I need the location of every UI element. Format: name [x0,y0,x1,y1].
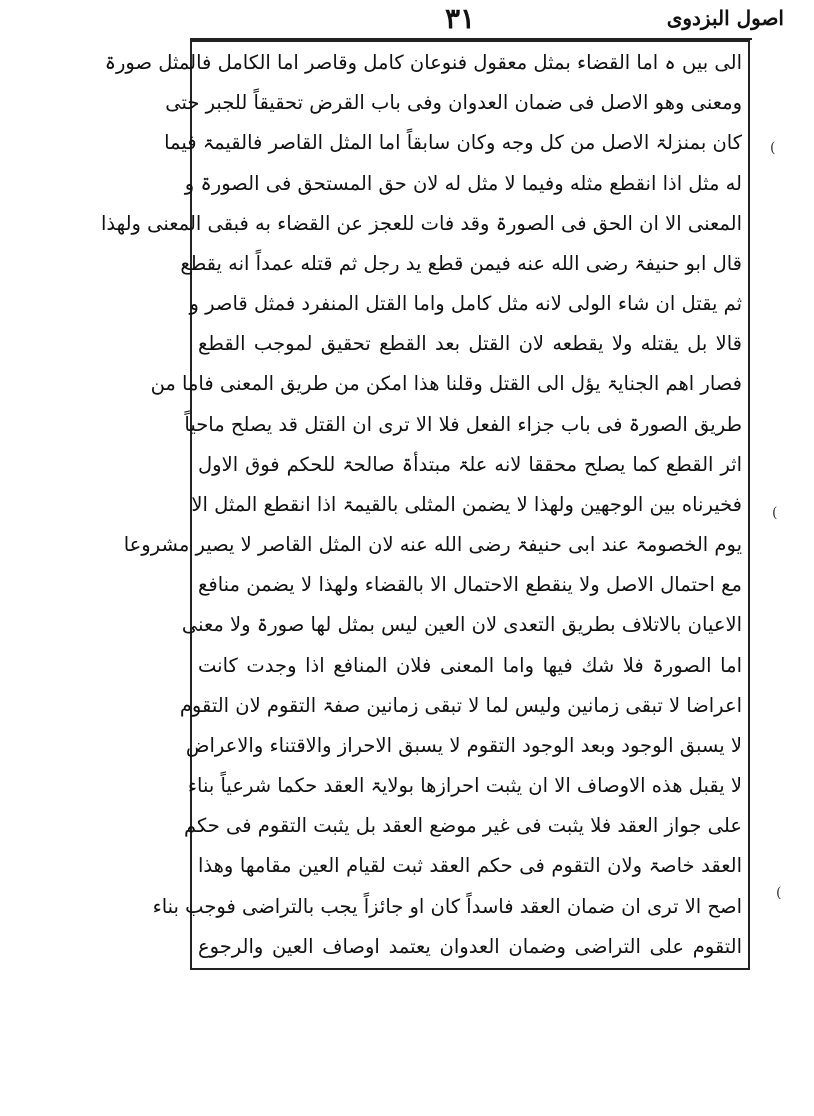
text-line: اصح الا تری ان ضمان العقد فاسداً کان او جائزاً یجب بالتراضی فوجب بناء [152,894,742,918]
text-line: اما الصورۃ فلا شك فیها واما المعنی فلان المنافع اذا وجدت کانت [198,653,742,677]
text-line: لا یقبل هذه الاوصاف الا ان یثبت احرازها بولایۃ العقد حکما شرعیاً بناء [187,774,742,798]
text-line: الی بیں ہ اما القضاء بمثل معقول فنوعان کامل وقاصر اما الکامل فالمثل صورۃ [104,51,742,74]
text-line: اثر القطع کما یصلح محققا لانه علۃ مبتدأۃ صالحۃ للحکم فوق الاول [198,452,742,476]
body-text [100,50,742,960]
text-line: ومعنی وهو الاصل فی ضمان العدوان وفی باب القرض تحقیقاً للجبر حتی [165,91,742,115]
text-line: العقد خاصۃ ولان التقوم فی حکم العقد ثبت لقیام العین مقامها وهذا [198,854,742,878]
margin-mark: ( [776,885,782,901]
text-line: المعنی الا ان الحق فی الصورۃ وقد فات للعجز عن القضاء به فبقی المعنی ولهذا [100,211,742,235]
text-line: الاعیان بالاتلاف بطریق التعدی لان العین لیس بمثل لها صورۃ ولا معنی [181,613,742,637]
text-line: قال ابو حنیفۃ رضی الله عنه فیمن قطع ید رجل ثم قتله عمداً انه یقطع [180,251,742,275]
running-title: اصول البزدوی [666,6,784,30]
text-line: طریق الصورۃ فی باب جزاء الفعل فلا الا تری ان القتل قد یصلح ماحیاً [184,412,742,436]
text-line: لا یسبق الوجود وبعد الوجود التقوم لا یسبق الاحراز والاقتناء والاعراض [185,733,742,757]
text-line: ثم یقتل ان شاء الولی لانه مثل کامل واما القتل المنفرد فمثل قاصر و [189,292,742,316]
text-line: فخیرناه بین الوجهین ولهذا لا یضمن المثلی بالقیمۃ اذا انقطع المثل الا [191,492,742,516]
margin-mark: ( [770,140,776,156]
text-line: یوم الخصومۃ عند ابی حنیفۃ رضی الله عنه لان المثل القاصر لا یصیر مشروعا [123,533,742,557]
page-number: ٣١ [445,2,476,35]
margin-mark: ( [772,505,778,521]
text-line: مع احتمال الاصل ولا ینقطع الاحتمال الا بالقضاء ولهذا لا یضمن منافع [198,573,742,597]
text-line: کان بمنزلۃ الاصل من کل وجه وکان سابقاً اما المثل القاصر فالقیمۃ فیما [164,131,742,155]
text-line: قالا بل یقتله ولا یقطعه لان القتل بعد القطع تحقیق لموجب القطع [198,332,742,356]
text-line: علی جواز العقد فلا یثبت فی غیر موضع العقد بل یثبت التقوم فی حکم [184,814,742,838]
text-line: اعراضا لا تبقی زمانین ولیس لما لا تبقی زمانین صفۃ التقوم لان التقوم [179,693,742,717]
text-line: له مثل اذا انقطع مثله وفیما لا مثل له لان حق المستحق فی الصورۃ و [184,171,742,195]
text-line: التقوم علی التراضی وضمان العدوان یعتمد اوصاف العین والرجوع [198,934,742,958]
text-line: فصار اهم الجنایۃ یؤل الی القتل وقلنا هذا امکن من طریق المعنی فاما من [150,372,742,396]
text-frame [100,40,750,970]
